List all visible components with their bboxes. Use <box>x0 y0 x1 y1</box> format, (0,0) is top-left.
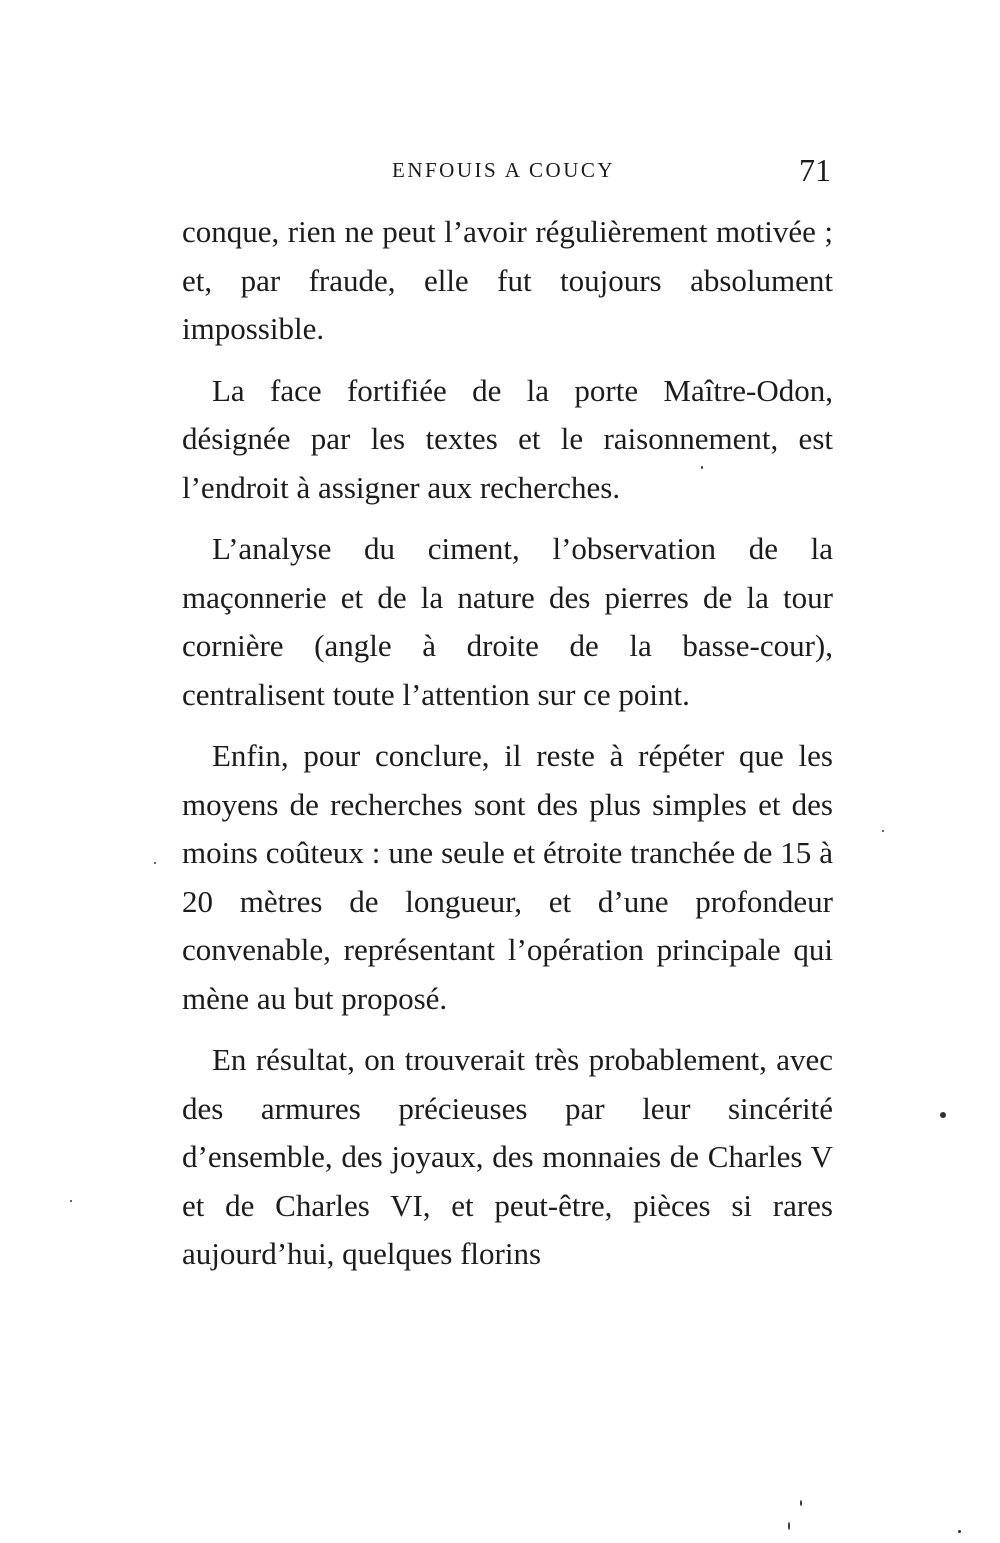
scan-speck <box>154 862 156 864</box>
paragraph-1: conque, rien ne peut l’avoir régulièrement motivée ; et, par fraude, elle fut toujours absolument impossible. <box>182 214 833 346</box>
paragraph-4: Enfin, pour conclure, il reste à répéter que les moyens de recherches sont des plus simples et des moins coûteux : une seule et étroite tranchée de 15 à 20 mètres de longueur, et d’une profondeur convenable, représentant l’opération principale qui mène au but proposé. <box>182 738 833 1016</box>
paragraph-2: La face fortifiée de la porte Maître-Odon, désignée par les textes et le raisonnement, est l’endroit à assigner aux recherches. <box>182 372 833 505</box>
body-text <box>182 208 833 1292</box>
scan-speck <box>701 466 703 469</box>
running-head <box>180 152 835 192</box>
scan-speck <box>940 1112 946 1118</box>
scan-speck <box>958 1530 961 1533</box>
scan-speck <box>882 830 884 832</box>
page-number: 71 <box>799 152 831 188</box>
paragraph-3: L’analyse du ciment, l’observation de la maçonnerie et de la nature des pierres de la tour cornière (angle à droite de la basse-cour), centralisent toute l’attention sur ce point. <box>182 531 833 712</box>
running-title: ENFOUIS A COUCY <box>392 158 616 182</box>
scan-speck <box>788 1522 790 1530</box>
scan-speck <box>70 1200 72 1202</box>
scan-speck <box>800 1500 802 1506</box>
paragraph-5: En résultat, on trouverait très probablement, avec des armures précieuses par leur sincérité d’ensemble, des joyaux, des monnaies de Charles V et de Charles VI, et peut-être, pièces si rares aujourd’hui, quelques florins <box>182 1042 833 1271</box>
